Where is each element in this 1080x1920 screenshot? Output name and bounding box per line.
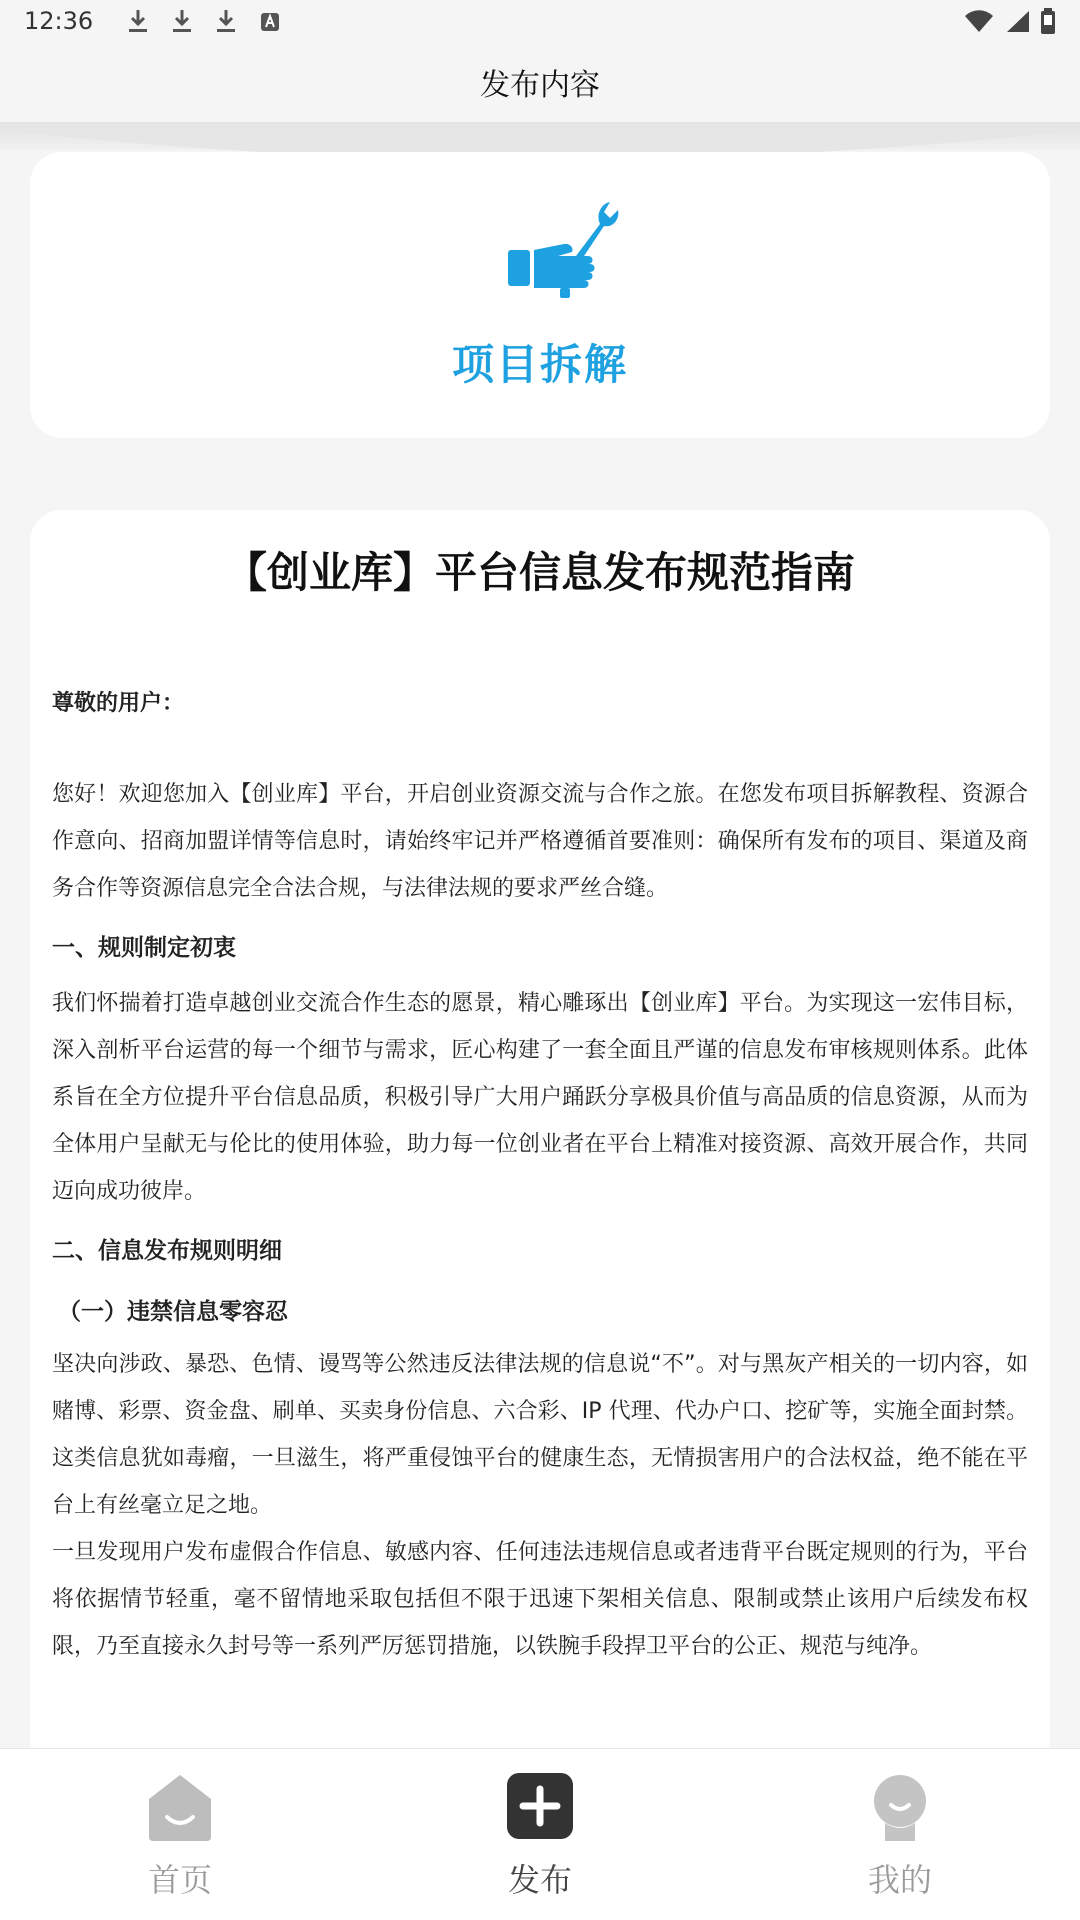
nav-label-publish: 发布 (507, 1861, 572, 1899)
nav-item-profile[interactable] (720, 1749, 1080, 1920)
page-title: 发布内容 (0, 42, 1080, 122)
wrench-hand-icon (500, 194, 620, 304)
document-title: 【创业库】平台信息发布规范指南 (224, 548, 855, 597)
section2-title: 二、信息发布规则明细 (52, 1238, 282, 1264)
download-icon (215, 8, 237, 34)
notification-a-icon (259, 8, 281, 34)
hero-card[interactable] (30, 152, 1050, 438)
plus-icon (505, 1771, 575, 1843)
section1-title: 一、规则制定初衷 (52, 935, 236, 961)
bottom-nav (0, 1748, 1080, 1920)
download-icon (127, 8, 149, 34)
nav-item-publish[interactable] (360, 1749, 720, 1920)
subsection1-title: （一）违禁信息零容忍 (58, 1299, 288, 1325)
greeting: 尊敬的用户： (52, 691, 185, 716)
status-time: 12:36 (24, 7, 94, 35)
home-icon (145, 1771, 215, 1843)
nav-label-profile: 我的 (867, 1861, 932, 1899)
intro-paragraph: 您好！欢迎您加入【创业库】平台，开启创业资源交流与合作之旅。在您发布项目拆解教程、资源合作意向、招商加盟详情等信息时，请始终牢记并严格遵循首要准则：确保所有发布的项目、渠道及商务合作等资源信息完全合法合规，与法律法规的要求严丝合缝。 (52, 782, 1028, 901)
profile-icon (865, 1771, 935, 1843)
subsection1-paragraph-1: 坚决向涉政、暴恐、色情、谩骂等公然违反法律法规的信息说“不”。对与黑灰产相关的一切内容，如赌博、彩票、资金盘、刷单、买卖身份信息、六合彩、IP 代理、代办户口、挖矿等，实施全面封禁。这类信息犹如毒瘤，一旦滋生，将严重侵蚀平台的健康生态，无情损害用户的合法权益，绝不能在平台上有丝毫立足之地。 (52, 1352, 1028, 1518)
status-bar (0, 0, 1080, 42)
document-card (30, 510, 1050, 1770)
battery-icon (1040, 8, 1056, 34)
nav-item-home[interactable] (0, 1749, 360, 1920)
subsection1-paragraph-2: 一旦发现用户发布虚假合作信息、敏感内容、任何违法违规信息或者违背平台既定规则的行为，平台将依据情节轻重，毫不留情地采取包括但不限于迅速下架相关信息、限制或禁止该用户后续发布权限，乃至直接永久封号等一系列严厉惩罚措施，以铁腕手段捍卫平台的公正、规范与纯净。 (52, 1540, 1028, 1659)
section1-paragraph: 我们怀揣着打造卓越创业交流合作生态的愿景，精心雕琢出【创业库】平台。为实现这一宏伟目标，深入剖析平台运营的每一个细节与需求，匠心构建了一套全面且严谨的信息发布审核规则体系。此体系旨在全方位提升平台信息品质，积极引导广大用户踊跃分享极具价值与高品质的信息资源，从而为全体用户呈献无与伦比的使用体验，助力每一位创业者在平台上精准对接资源、高效开展合作，共同迈向成功彼岸。 (52, 991, 1028, 1204)
wifi-icon (964, 9, 994, 33)
signal-icon (1004, 9, 1030, 33)
hero-title: 项目拆解 (451, 340, 628, 389)
nav-label-home: 首页 (147, 1861, 212, 1899)
document-body (52, 680, 1028, 1670)
download-icon (171, 8, 193, 34)
